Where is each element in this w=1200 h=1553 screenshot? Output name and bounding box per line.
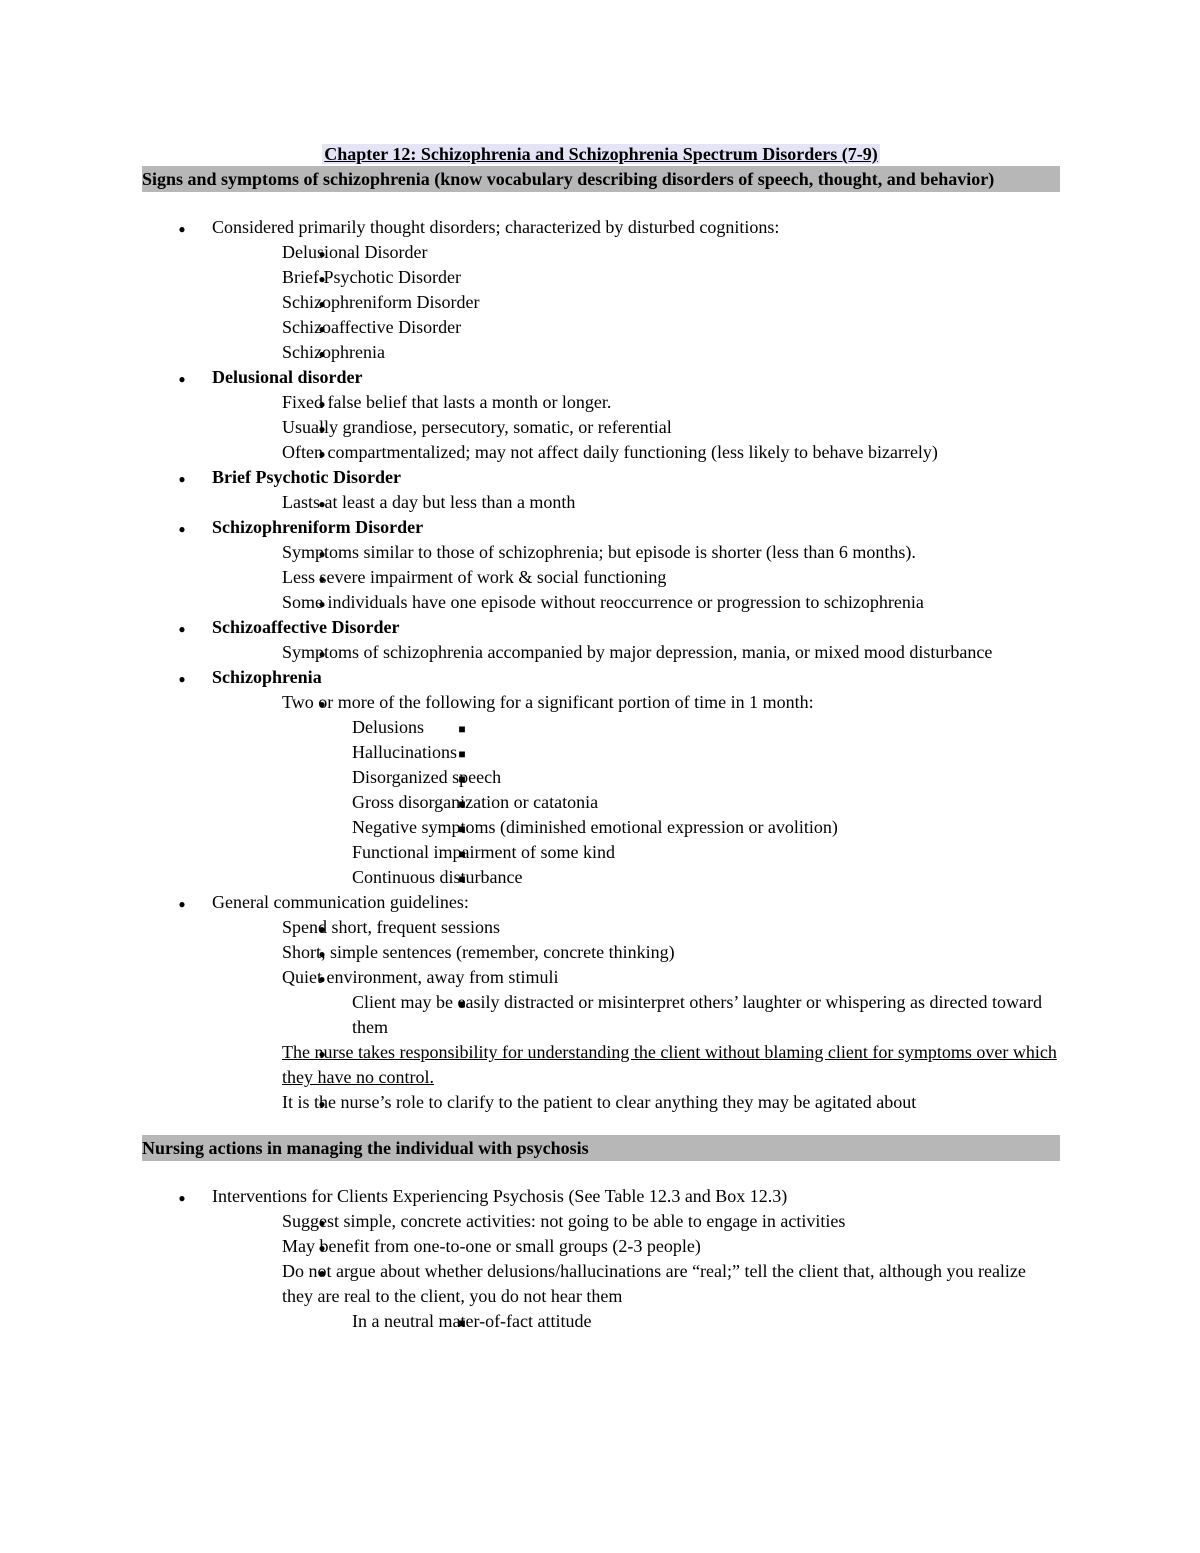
list-item: ● Brief Psychotic Disorder: [212, 265, 1060, 290]
document-page: [142, 142, 1060, 1334]
list-item: ■ Hallucinations: [282, 740, 1060, 765]
list-item: ● Schizoaffective Disorder ● Symptoms of schizophrenia accompanied by major depression, mania, or mixed mood disturbance: [142, 615, 1060, 665]
bullet-icon: [172, 665, 192, 692]
list-item: ■ Gross disorganization or catatonia: [282, 790, 1060, 815]
bullet-icon: [312, 1090, 332, 1117]
bullet-icon: [312, 440, 332, 467]
list-item: ● Considered primarily thought disorders; characterized by disturbed cognitions: ● Delusional Disorder ● Brief Psychotic Disorder ● Schizophreniform Disorder ● Schizoaffective Disorder ● Schizophrenia: [142, 215, 1060, 365]
square-bullet-icon: [452, 865, 472, 892]
list-item: ● Usually grandiose, persecutory, somatic, or referential: [212, 415, 1060, 440]
list-item: ● Delusional disorder ● Fixed false belief that lasts a month or longer. ● Usually grandiose, persecutory, somatic, or referential ● Often compartmentalized; may not affect daily functioning (less likely to behave bizarrely): [142, 365, 1060, 465]
bullet-icon: [312, 265, 332, 292]
list-item: ● Schizoaffective Disorder: [212, 315, 1060, 340]
bullet-icon: [312, 1040, 332, 1067]
section-heading-nursing-actions: Nursing actions in managing the individual with psychosis: [142, 1135, 1060, 1161]
bullet-icon: [172, 1184, 192, 1211]
square-bullet-icon: [452, 790, 472, 817]
list-item: ● Spend short, frequent sessions: [212, 915, 1060, 940]
list-item: ● Interventions for Clients Experiencing Psychosis (See Table 12.3 and Box 12.3) ● Suggest simple, concrete activities: not going to be able to engage in activities ● May benefit from one-to-one or small groups (2-3 people) ● Do not argue about whether delusions/hallucinations are “real;” tell the client that, although you realize they are real to the client, you do not hear them ■ In a neutral mater-of-fact attitude: [142, 1184, 1060, 1334]
bullet-icon: [312, 490, 332, 517]
bullet-icon: [312, 315, 332, 342]
section2-list: [142, 1184, 1060, 1334]
list-item: ● It is the nurse’s role to clarify to the patient to clear anything they may be agitated about: [212, 1090, 1060, 1115]
list-item: ● Less severe impairment of work & social functioning: [212, 565, 1060, 590]
bullet-icon: [312, 1259, 332, 1286]
list-item: ● Do not argue about whether delusions/hallucinations are “real;” tell the client that, although you realize they are real to the client, you do not hear them ■ In a neutral mater-of-fact attitude: [212, 1259, 1060, 1334]
list-item: ■ In a neutral mater-of-fact attitude: [282, 1309, 1060, 1334]
list-item: ● General communication guidelines: ● Spend short, frequent sessions ● Short, simple sentences (remember, concrete thinking) ● Quiet environment, away from stimuli ■ Client may be easily distracted or misinterpret others’ laughter or whispering as directed toward them ● The nurse takes responsibility for understanding the client without blaming client for symptoms over which they have no control. ● It is the nurse’s role to clarify to the patient to clear anything they may be agitated about: [142, 890, 1060, 1115]
bullet-icon: [312, 690, 332, 717]
square-bullet-icon: [452, 1309, 472, 1336]
bullet-icon: [312, 340, 332, 367]
bullet-icon: [312, 290, 332, 317]
section-heading-signs-symptoms: Signs and symptoms of schizophrenia (know vocabulary describing disorders of speech, thought, and behavior): [142, 166, 1060, 192]
square-bullet-icon: [452, 815, 472, 842]
list-item: ● Suggest simple, concrete activities: not going to be able to engage in activities: [212, 1209, 1060, 1234]
bullet-icon: [172, 215, 192, 242]
bullet-icon: [312, 240, 332, 267]
list-item: ■ Negative symptoms (diminished emotional expression or avolition): [282, 815, 1060, 840]
bullet-icon: [172, 465, 192, 492]
bullet-icon: [312, 565, 332, 592]
list-item: ● Schizophreniform Disorder: [212, 290, 1060, 315]
page-title: Chapter 12: Schizophrenia and Schizophrenia Spectrum Disorders (7-9): [324, 144, 878, 164]
list-item: ■ Functional impairment of some kind: [282, 840, 1060, 865]
bullet-icon: [312, 1234, 332, 1261]
square-bullet-icon: [452, 740, 472, 767]
bullet-icon: [312, 540, 332, 567]
list-item: ● Schizophrenia ● Two or more of the following for a significant portion of time in 1 month: ■ Delusions ■ Hallucinations ■ Disorganized speech ■ Gross disorganization or catatonia ■ Negative symptoms (diminished emotional expression or avolition) ■ Functional impairment of some kind ■ Continuous disturbance: [142, 665, 1060, 890]
bullet-icon: [312, 640, 332, 667]
list-item: ■ Continuous disturbance: [282, 865, 1060, 890]
list-item: ● Some individuals have one episode without reoccurrence or progression to schizophrenia: [212, 590, 1060, 615]
list-item: ● Fixed false belief that lasts a month or longer.: [212, 390, 1060, 415]
bullet-icon: [172, 615, 192, 642]
square-bullet-icon: [452, 840, 472, 867]
list-item: ● Lasts at least a day but less than a month: [212, 490, 1060, 515]
square-bullet-icon: [452, 765, 472, 792]
bullet-icon: [172, 515, 192, 542]
list-item: ● The nurse takes responsibility for understanding the client without blaming client for symptoms over which they have no control.: [212, 1040, 1060, 1090]
bullet-icon: [312, 1209, 332, 1236]
list-item: ● Delusional Disorder: [212, 240, 1060, 265]
list-item: ■ Delusions: [282, 715, 1060, 740]
list-item: ● May benefit from one-to-one or small groups (2-3 people): [212, 1234, 1060, 1259]
list-item: ● Schizophrenia: [212, 340, 1060, 365]
section1-list: [142, 215, 1060, 1115]
list-item: ● Short, simple sentences (remember, concrete thinking): [212, 940, 1060, 965]
bullet-icon: [312, 390, 332, 417]
square-bullet-icon: [452, 715, 472, 742]
bullet-icon: [312, 915, 332, 942]
list-item: ■ Client may be easily distracted or misinterpret others’ laughter or whispering as directed toward them: [282, 990, 1060, 1040]
list-item: ● Brief Psychotic Disorder ● Lasts at least a day but less than a month: [142, 465, 1060, 515]
list-item: ● Two or more of the following for a significant portion of time in 1 month: ■ Delusions ■ Hallucinations ■ Disorganized speech ■ Gross disorganization or catatonia ■ Negative symptoms (diminished emotional expression or avolition) ■ Functional impairment of some kind ■ Continuous disturbance: [212, 690, 1060, 890]
bullet-icon: [312, 415, 332, 442]
bullet-icon: [312, 590, 332, 617]
bullet-icon: [172, 365, 192, 392]
list-item: ■ Disorganized speech: [282, 765, 1060, 790]
bullet-icon: [172, 890, 192, 917]
list-item: ● Often compartmentalized; may not affect daily functioning (less likely to behave bizarrely): [212, 440, 1060, 465]
list-item: ● Quiet environment, away from stimuli ■ Client may be easily distracted or misinterpret others’ laughter or whispering as directed toward them: [212, 965, 1060, 1040]
list-item: ● Symptoms of schizophrenia accompanied by major depression, mania, or mixed mood disturbance: [212, 640, 1060, 665]
list-item: ● Symptoms similar to those of schizophrenia; but episode is shorter (less than 6 months).: [212, 540, 1060, 565]
bullet-icon: [312, 965, 332, 992]
bullet-icon: [312, 940, 332, 967]
square-bullet-icon: [452, 990, 472, 1017]
list-item: ● Schizophreniform Disorder ● Symptoms similar to those of schizophrenia; but episode is shorter (less than 6 months). ● Less severe impairment of work & social functioning ● Some individuals have one episode without reoccurrence or progression to schizophrenia: [142, 515, 1060, 615]
